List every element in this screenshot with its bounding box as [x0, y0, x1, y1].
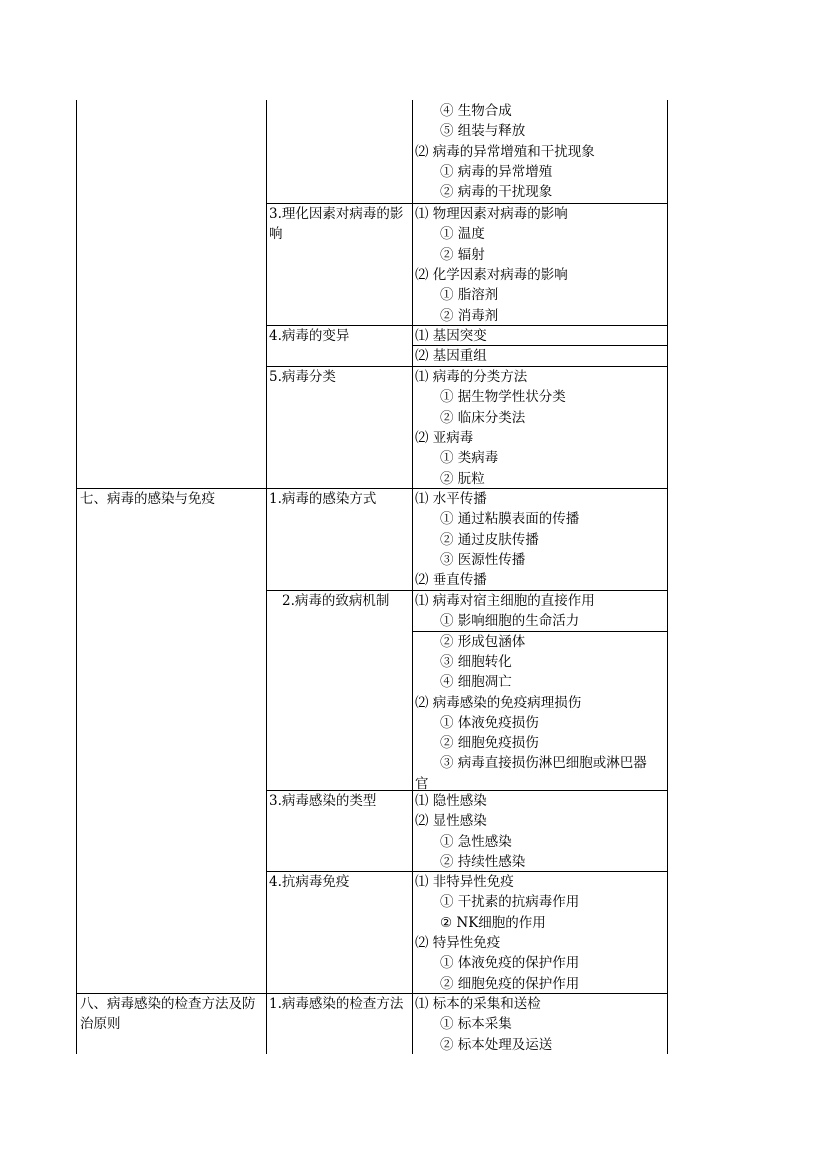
content-item: ⑤ 组装与释放 — [440, 123, 526, 140]
content-item: ⑴ 标本的采集和送检 — [415, 996, 541, 1012]
content-item: ② 消毒剂 — [440, 307, 499, 324]
content-item: ⑴ 物理因素对病毒的影响 — [415, 206, 568, 222]
column-border-3 — [667, 100, 668, 1054]
content-item: ② 朊粒 — [440, 470, 485, 487]
content-item: ① 温度 — [440, 226, 485, 243]
content-item: ⑴ 水平传播 — [415, 491, 487, 507]
content-item: ① 标本采集 — [440, 1016, 512, 1033]
content-item: ① 体液免疫损伤 — [440, 714, 539, 731]
content-item: ② 细胞免疫的保护作用 — [440, 975, 580, 992]
content-item: 官 — [415, 775, 429, 792]
content-item: ① 通过粘膜表面的传播 — [440, 511, 580, 528]
content-item: ⑵ 病毒感染的免疫病理损伤 — [415, 694, 582, 711]
content-item: ④ 生物合成 — [440, 103, 512, 119]
content-item: ⑵ 病毒的异常增殖和干扰现象 — [415, 143, 595, 160]
content-item: ② 标本处理及运送 — [440, 1036, 553, 1053]
content-item: ② NK细胞的作用 — [440, 914, 546, 931]
content-item: ① 病毒的异常增殖 — [440, 163, 553, 180]
content-item: ⑴ 基因突变 — [415, 328, 487, 344]
content-item: ⑴ 病毒的分类方法 — [415, 369, 528, 385]
section-title: 七、病毒的感染与免疫 — [80, 491, 215, 507]
content-item: ⑵ 垂直传播 — [415, 572, 487, 589]
content-item: ② 通过皮肤传播 — [440, 531, 539, 548]
content-item: ② 形成包涵体 — [440, 633, 526, 650]
content-item: ① 体液免疫的保护作用 — [440, 955, 580, 972]
content-item: ⑵ 基因重组 — [415, 348, 487, 365]
content-item: ⑵ 显性感染 — [415, 813, 487, 830]
content-item: ⑵ 特异性免疫 — [415, 934, 501, 951]
content-item: ③ 细胞转化 — [440, 653, 512, 670]
content-item: ② 病毒的干扰现象 — [440, 184, 553, 201]
content-item: ② 辐射 — [440, 246, 485, 263]
column-border-2 — [412, 100, 413, 1054]
topic-title: 1.病毒感染的检查方法 — [269, 996, 404, 1012]
content-item: ① 脂溶剂 — [440, 287, 499, 304]
content-item: ③ 医源性传播 — [440, 551, 526, 568]
content-item: ⑴ 非特异性免疫 — [415, 874, 514, 890]
content-item: ① 影响细胞的生命活力 — [440, 613, 580, 630]
topic-title: 1.病毒的感染方式 — [269, 491, 377, 507]
column-border-1 — [266, 100, 267, 1054]
content-item: ① 干扰素的抗病毒作用 — [440, 894, 580, 911]
content-item: ② 临床分类法 — [440, 409, 526, 426]
content-item: ② 持续性感染 — [440, 853, 526, 870]
section-title: 八、病毒感染的检查方法及防治原则 — [80, 996, 256, 1032]
content-item: ⑵ 亚病毒 — [415, 429, 474, 446]
content-item: ④ 细胞凋亡 — [440, 674, 512, 691]
content-item: ① 据生物学性状分类 — [440, 389, 566, 406]
topic-title: 3.理化因素对病毒的影响 — [269, 206, 404, 242]
topic-title: 4.抗病毒免疫 — [269, 874, 350, 890]
content-item: ① 类病毒 — [440, 450, 499, 467]
topic-title: 5.病毒分类 — [269, 369, 336, 385]
topic-title: 3.病毒感染的类型 — [269, 793, 377, 809]
topic-title: 2.病毒的致病机制 — [282, 593, 390, 609]
content-item: ⑴ 病毒对宿主细胞的直接作用 — [415, 593, 595, 609]
column-border-0 — [76, 100, 77, 1054]
content-item: ① 急性感染 — [440, 833, 512, 850]
content-item: ③ 病毒直接损伤淋巴细胞或淋巴器 — [440, 755, 647, 772]
content-item: ⑴ 隐性感染 — [415, 793, 487, 809]
content-item: ② 细胞免疫损伤 — [440, 735, 539, 752]
topic-title: 4.病毒的变异 — [269, 328, 350, 344]
content-item: ⑵ 化学因素对病毒的影响 — [415, 266, 568, 283]
